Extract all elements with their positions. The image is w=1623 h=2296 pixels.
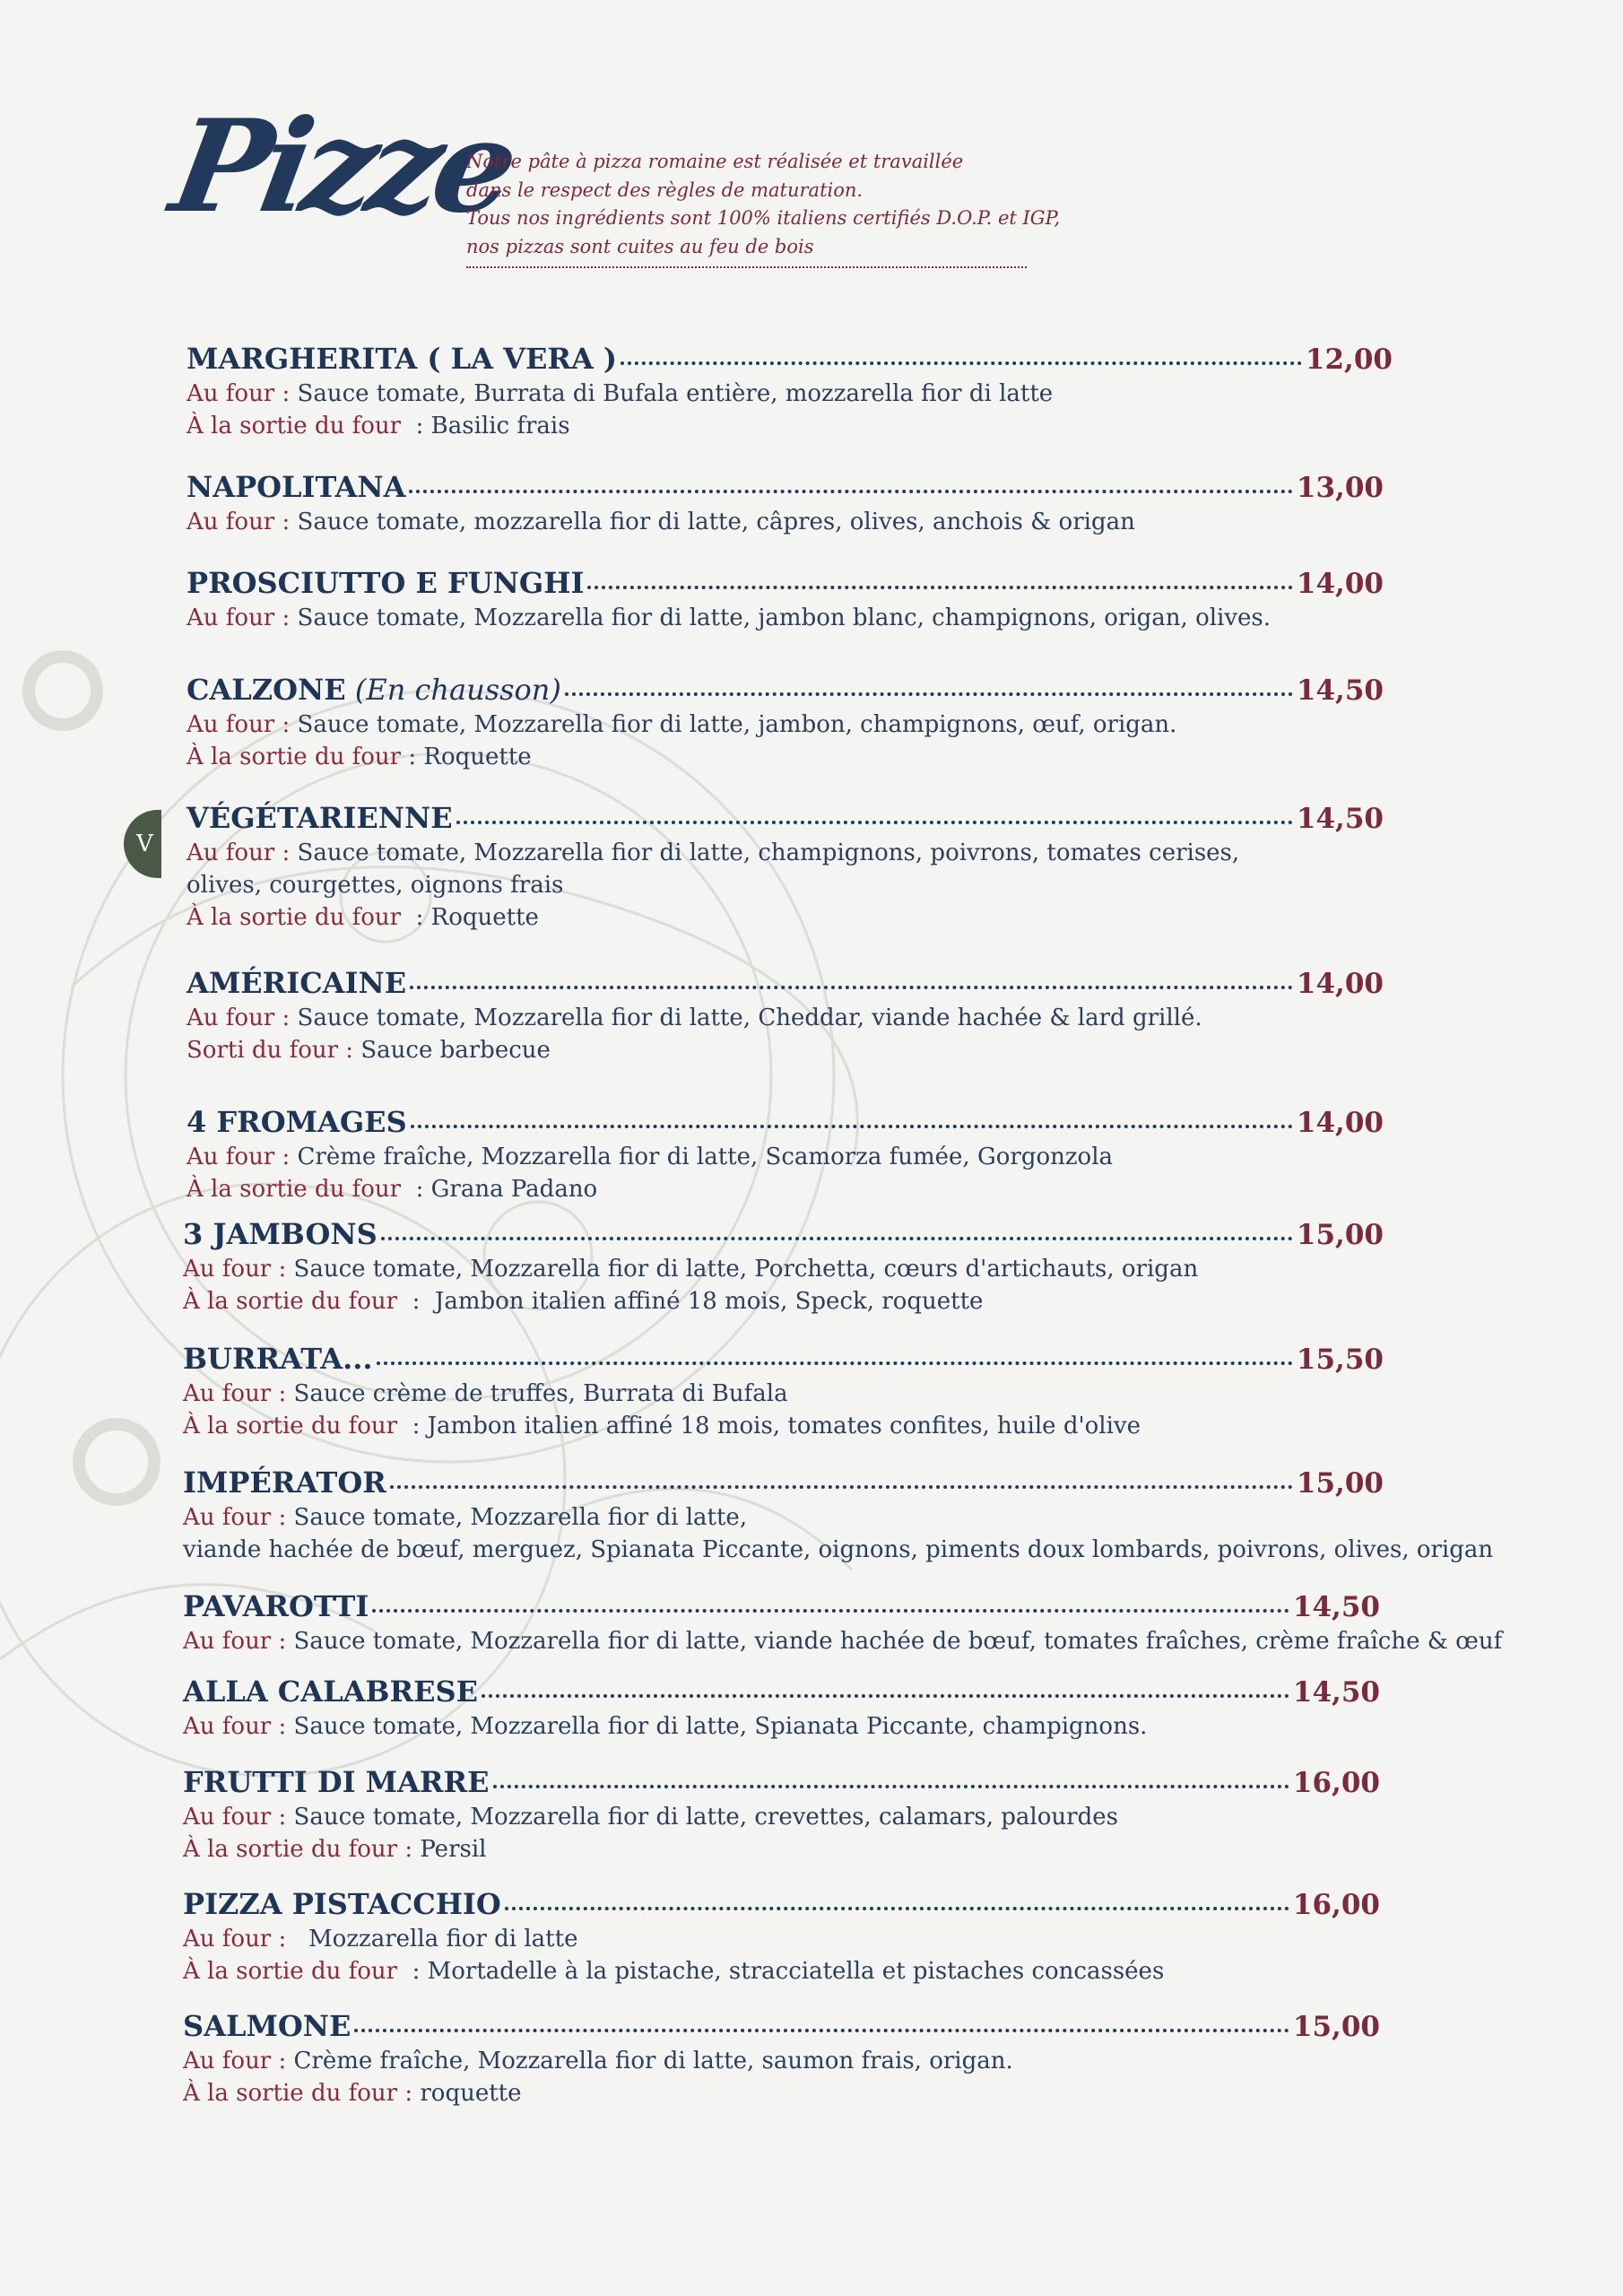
menu-item-description bbox=[183, 1410, 1384, 1442]
menu-item-name-text: FRUTTI DI MARRE bbox=[183, 1765, 490, 1799]
description-label: Au four : bbox=[183, 1926, 287, 1952]
description-text: Sauce tomate, Mozzarella fior di latte, crevettes, calamars, palourdes bbox=[286, 1804, 1118, 1831]
description-text: Sauce tomate, Mozzarella fior di latte, jambon blanc, champignons, origan, olives. bbox=[290, 604, 1271, 631]
menu-item-header bbox=[187, 966, 1384, 1002]
description-text: Sauce tomate, Mozzarella fior di latte, Spianata Piccante, champignons. bbox=[286, 1713, 1148, 1740]
dotted-leader bbox=[409, 490, 1292, 493]
menu-item-description bbox=[187, 709, 1384, 741]
dotted-leader bbox=[565, 692, 1293, 696]
menu-item-name bbox=[183, 1342, 373, 1376]
description-label: À la sortie du four bbox=[187, 1176, 409, 1203]
menu-item-price: 15,00 bbox=[1292, 2011, 1380, 2043]
description-text: Crème fraîche, Mozzarella fior di latte, Scamorza fumée, Gorgonzola bbox=[290, 1144, 1114, 1170]
description-text: Sauce tomate, mozzarella fior di latte, câpres, olives, anchois & origan bbox=[290, 509, 1135, 535]
vegetarian-badge: V bbox=[124, 810, 161, 878]
dotted-leader bbox=[372, 1609, 1289, 1613]
menu-item-description bbox=[187, 602, 1384, 634]
menu-item-name bbox=[183, 1217, 378, 1251]
menu-item-header bbox=[187, 470, 1384, 506]
menu-item bbox=[187, 801, 1384, 934]
menu-item-header bbox=[183, 1465, 1384, 1501]
menu-item bbox=[187, 673, 1384, 773]
menu-item-description bbox=[183, 1801, 1380, 1833]
menu-item bbox=[187, 342, 1393, 442]
menu-item bbox=[187, 1105, 1384, 1205]
menu-item-name-text: PIZZA PISTACCHIO bbox=[183, 1887, 501, 1921]
menu-item-description bbox=[183, 1625, 1503, 1657]
description-text: viande hachée de bœuf, merguez, Spianata Piccante, oignons, piments doux lombards, poivrons, olives, origan bbox=[183, 1536, 1494, 1563]
description-text: Persil bbox=[412, 1836, 487, 1863]
description-text: : Mortadelle à la pistache, stracciatella et pistaches concassées bbox=[404, 1958, 1165, 1985]
menu-item-header bbox=[187, 801, 1384, 837]
description-label: Sorti du four : bbox=[187, 1037, 354, 1064]
menu-item-description bbox=[187, 1034, 1384, 1066]
description-text: : Jambon italien affiné 18 mois, Speck, roquette bbox=[404, 1288, 984, 1315]
description-label: À la sortie du four : bbox=[183, 2080, 413, 2107]
menu-item-price: 12,00 bbox=[1305, 344, 1393, 376]
menu-item-description bbox=[183, 1378, 1384, 1410]
menu-item-name-text: PROSCIUTTO E FUNGHI bbox=[187, 566, 585, 600]
dotted-leader bbox=[482, 1694, 1289, 1698]
description-text: Crème fraîche, Mozzarella fior di latte, saumon frais, origan. bbox=[286, 2048, 1013, 2074]
menu-item-name-text: BURRATA... bbox=[183, 1342, 373, 1376]
menu-item-name-text: AMÉRICAINE bbox=[187, 966, 407, 1000]
description-text: olives, courgettes, oignons frais bbox=[187, 872, 564, 899]
menu-item-name-text: 4 FROMAGES bbox=[187, 1105, 407, 1139]
menu-item-description bbox=[187, 741, 1384, 773]
menu-item-name-text: IMPÉRATOR bbox=[183, 1465, 386, 1500]
menu-item-name bbox=[187, 801, 453, 835]
menu-item bbox=[183, 1589, 1503, 1657]
menu-item bbox=[187, 470, 1384, 538]
menu-item-price: 14,50 bbox=[1292, 1676, 1380, 1709]
menu-item-description bbox=[187, 869, 1384, 901]
menu-item-price: 14,00 bbox=[1296, 1107, 1384, 1139]
description-text: : Jambon italien affiné 18 mois, tomates confites, huile d'olive bbox=[404, 1413, 1141, 1439]
menu-item-price: 14,50 bbox=[1296, 674, 1384, 707]
dotted-leader bbox=[493, 1785, 1289, 1788]
description-text: Sauce tomate, Mozzarella fior di latte, jambon, champignons, œuf, origan. bbox=[290, 711, 1177, 738]
description-label: Au four : bbox=[187, 839, 291, 866]
menu-item-header bbox=[183, 1217, 1384, 1253]
menu-item-price: 15,00 bbox=[1296, 1219, 1384, 1251]
menu-item-name bbox=[183, 1674, 478, 1709]
description-text: Sauce tomate, Mozzarella fior di latte, Porchetta, cœurs d'artichauts, origan bbox=[286, 1256, 1199, 1283]
menu-item-name-text: CALZONE bbox=[187, 673, 346, 707]
menu-item bbox=[183, 1217, 1384, 1318]
intro-line: Notre pâte à pizza romaine est réalisée et travaillée bbox=[466, 151, 964, 172]
description-label: Au four : bbox=[187, 509, 291, 535]
description-text: Mozzarella fior di latte bbox=[286, 1926, 578, 1952]
dotted-leader bbox=[381, 1237, 1293, 1240]
description-label: À la sortie du four bbox=[183, 1958, 405, 1985]
menu-item-name bbox=[183, 2009, 351, 2043]
description-text: : Basilic frais bbox=[408, 413, 570, 439]
description-text: Sauce crème de truffes, Burrata di Bufala bbox=[286, 1380, 788, 1407]
menu-item-name-text: VÉGÉTARIENNE bbox=[187, 801, 453, 835]
menu-item-name bbox=[187, 342, 617, 376]
menu-item-description bbox=[183, 1253, 1384, 1285]
description-label: Au four : bbox=[183, 2048, 287, 2074]
menu-item-description bbox=[183, 2045, 1380, 2077]
description-label: À la sortie du four bbox=[183, 1413, 405, 1439]
menu-item-description bbox=[183, 1534, 1494, 1566]
menu-item-description bbox=[183, 1710, 1380, 1743]
description-label: À la sortie du four bbox=[187, 744, 402, 770]
description-label: Au four : bbox=[187, 604, 291, 631]
menu-item-description bbox=[187, 1141, 1384, 1173]
description-label: À la sortie du four bbox=[187, 413, 409, 439]
menu-item-header bbox=[183, 1589, 1380, 1625]
description-label: À la sortie du four : bbox=[183, 1836, 413, 1863]
menu-item-description bbox=[183, 1833, 1380, 1866]
description-label: Au four : bbox=[187, 1004, 291, 1031]
description-text: Sauce tomate, Mozzarella fior di latte, champignons, poivrons, tomates cerises, bbox=[290, 839, 1240, 866]
menu-item bbox=[183, 1765, 1380, 1866]
description-label: Au four : bbox=[183, 1804, 287, 1831]
description-label: Au four : bbox=[187, 711, 291, 738]
menu-item-price: 15,50 bbox=[1296, 1344, 1384, 1376]
menu-item-name-text: PAVAROTTI bbox=[183, 1589, 369, 1623]
description-text: Sauce tomate, Mozzarella fior di latte, Cheddar, viande hachée & lard grillé. bbox=[290, 1004, 1202, 1031]
menu-item-name bbox=[187, 1105, 407, 1139]
description-text: : Roquette bbox=[401, 744, 532, 770]
menu-item-name bbox=[187, 470, 405, 504]
menu-item bbox=[183, 1465, 1494, 1566]
intro-line: Tous nos ingrédients sont 100% italiens certifiés D.O.P. et IGP, bbox=[466, 207, 1061, 229]
description-label: À la sortie du four bbox=[187, 904, 409, 931]
menu-item-price: 14,50 bbox=[1296, 803, 1384, 835]
menu-item bbox=[187, 566, 1384, 634]
menu-item-price: 14,00 bbox=[1296, 968, 1384, 1000]
menu-item-description bbox=[183, 2077, 1380, 2109]
menu-item-description bbox=[187, 506, 1384, 538]
description-label: Au four : bbox=[183, 1504, 287, 1531]
description-label: À la sortie du four bbox=[183, 1288, 405, 1315]
menu-item-description bbox=[183, 1285, 1384, 1318]
menu-item-description bbox=[187, 1002, 1384, 1034]
menu-item-header bbox=[183, 1674, 1380, 1710]
menu-item-price: 15,00 bbox=[1296, 1467, 1384, 1500]
menu-item-header bbox=[183, 1342, 1384, 1378]
menu-item-name bbox=[187, 966, 406, 1000]
description-text: Sauce barbecue bbox=[353, 1037, 551, 1064]
dotted-leader bbox=[505, 1907, 1289, 1910]
menu-item-name bbox=[183, 1765, 490, 1799]
menu-item-description bbox=[187, 378, 1393, 410]
menu-item-description bbox=[187, 901, 1384, 934]
menu-item-name-text: ALLA CALABRESE bbox=[183, 1674, 478, 1709]
menu-item-price: 16,00 bbox=[1292, 1767, 1380, 1799]
menu-item-header bbox=[183, 2009, 1380, 2045]
menu-item-description bbox=[187, 410, 1393, 442]
menu-item-price: 13,00 bbox=[1296, 472, 1384, 504]
menu-item-name-text: SALMONE bbox=[183, 2009, 352, 2043]
description-label: Au four : bbox=[183, 1380, 287, 1407]
dotted-leader bbox=[377, 1361, 1293, 1365]
menu-item bbox=[187, 966, 1384, 1066]
dotted-leader bbox=[410, 986, 1293, 989]
dotted-leader bbox=[587, 586, 1293, 589]
intro-text bbox=[466, 148, 1061, 268]
menu-item-description bbox=[183, 1501, 1384, 1534]
menu-item-header bbox=[187, 673, 1384, 709]
menu-item-name bbox=[183, 1465, 386, 1500]
menu-item-header bbox=[187, 566, 1384, 602]
description-text: roquette bbox=[412, 2080, 522, 2107]
dotted-leader bbox=[390, 1485, 1293, 1489]
menu-item-header bbox=[187, 342, 1393, 378]
description-label: Au four : bbox=[187, 380, 291, 407]
menu-item-name bbox=[187, 673, 561, 707]
menu-item-name-text: 3 JAMBONS bbox=[183, 1217, 378, 1251]
description-text: Sauce tomate, Mozzarella fior di latte, viande hachée de bœuf, tomates fraîches, crème fraîche & œuf bbox=[286, 1628, 1503, 1655]
menu-item bbox=[183, 2009, 1380, 2109]
menu-item bbox=[183, 1342, 1384, 1442]
menu-item-name bbox=[183, 1589, 369, 1623]
menu-item-price: 14,50 bbox=[1292, 1591, 1380, 1623]
description-label: Au four : bbox=[183, 1713, 287, 1740]
description-text: Sauce tomate, Mozzarella fior di latte, bbox=[286, 1504, 748, 1531]
intro-line: nos pizzas sont cuites au feu de bois bbox=[466, 235, 814, 257]
menu-item-header bbox=[183, 1765, 1380, 1801]
menu-item-price: 16,00 bbox=[1292, 1889, 1380, 1921]
page-title: Pizze bbox=[161, 92, 522, 241]
menu-item bbox=[183, 1887, 1380, 1987]
intro-line: dans le respect des règles de maturation. bbox=[466, 178, 864, 201]
menu-item-description bbox=[183, 1923, 1380, 1955]
menu-item-name bbox=[183, 1887, 501, 1921]
menu-item-price: 14,00 bbox=[1296, 568, 1384, 600]
menu-item-description bbox=[183, 1955, 1380, 1987]
description-label: Au four : bbox=[183, 1256, 287, 1283]
description-label: Au four : bbox=[183, 1628, 287, 1655]
menu-item-description bbox=[187, 1173, 1384, 1205]
dotted-leader bbox=[354, 2029, 1289, 2032]
menu-item-subtitle: (En chausson) bbox=[345, 673, 561, 707]
dotted-leader bbox=[411, 1125, 1293, 1128]
description-text: : Roquette bbox=[408, 904, 539, 931]
menu-item-name-text: NAPOLITANA bbox=[187, 470, 406, 504]
menu-item-header bbox=[183, 1887, 1380, 1923]
description-text: Sauce tomate, Burrata di Bufala entière, mozzarella fior di latte bbox=[290, 380, 1054, 407]
menu-item bbox=[183, 1674, 1380, 1743]
menu-item-header bbox=[187, 1105, 1384, 1141]
menu-item-name bbox=[187, 566, 584, 600]
menu-item-name-text: MARGHERITA ( LA VERA ) bbox=[187, 342, 618, 376]
description-text: : Grana Padano bbox=[408, 1176, 598, 1203]
description-label: Au four : bbox=[187, 1144, 291, 1170]
menu-item-description bbox=[187, 837, 1384, 869]
dotted-leader bbox=[621, 361, 1302, 365]
dotted-leader bbox=[456, 821, 1293, 824]
